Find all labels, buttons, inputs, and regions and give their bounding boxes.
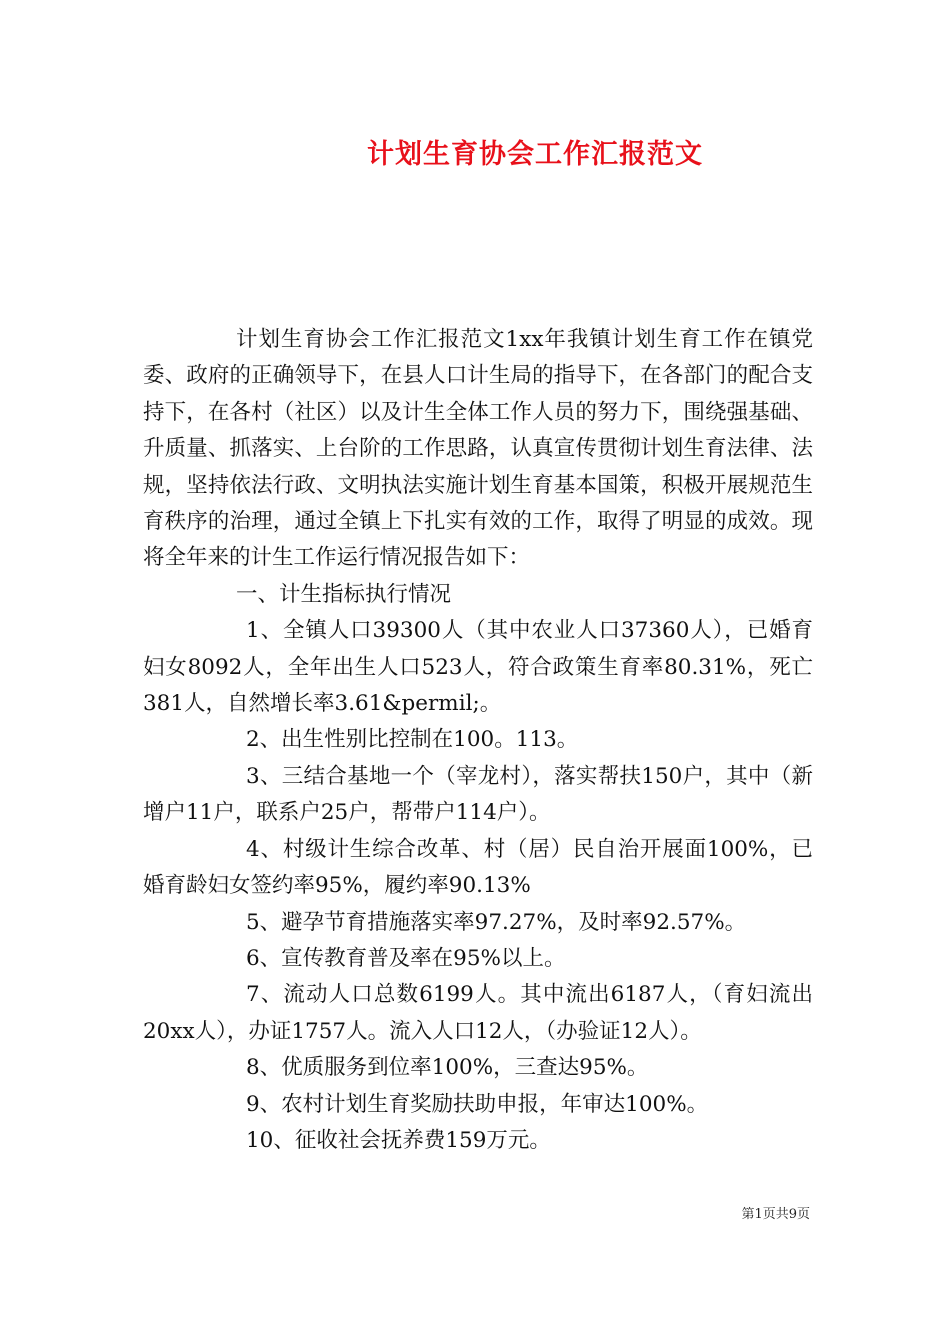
list-item: 7、流动人口总数6199人。其中流出6187人，（育妇流出20xx人），办证1757人。流入人口12人，（办验证12人）。 — [143, 982, 813, 1044]
intro-paragraph: 计划生育协会工作汇报范文1xx年我镇计划生育工作在镇党委、政府的正确领导下，在县人口计生局的指导下，在各部门的配合支持下，在各村（社区）以及计生全体工作人员的努力下，围绕强基础、升质量、抓落实、上台阶的工作思路，认真宣传贯彻计划生育法律、法规，坚持依法行政、文明执法实施计划生育基本国策，积极开展规范生育秩序的治理，通过全镇上下扎实有效的工作，取得了明显的成效。现将全年来的计生工作运行情况报告如下： — [143, 327, 813, 571]
document-body — [143, 322, 813, 1159]
list-item: 1、全镇人口39300人（其中农业人口37360人），已婚育妇女8092人，全年出生人口523人，符合政策生育率80.31%，死亡381人，自然增长率3.61&permil;。 — [143, 618, 813, 717]
section-heading: 一、计生指标执行情况 — [236, 581, 452, 607]
list-item: 10、征收社会抚养费159万元。 — [246, 1127, 551, 1153]
list-item: 2、出生性别比控制在100。113。 — [246, 727, 579, 753]
list-item: 4、村级计生综合改革、村（居）民自治开展面100%，已婚育龄妇女签约率95%，履约率90.13% — [143, 836, 813, 899]
list-item: 5、避孕节育措施落实率97.27%，及时率92.57%。 — [246, 909, 747, 935]
list-item: 8、优质服务到位率100%，三查达95%。 — [246, 1055, 649, 1081]
list-item: 6、宣传教育普及率在95%以上。 — [246, 945, 566, 971]
page-number: 第1页共9页 — [741, 1207, 810, 1222]
list-item: 9、农村计划生育奖励扶助申报，年审达100%。 — [246, 1091, 709, 1117]
list-item: 3、三结合基地一个（宰龙村），落实帮扶150户，其中（新增户11户，联系户25户，帮带户114户）。 — [143, 763, 813, 826]
document-title: 计划生育协会工作汇报范文 — [367, 139, 703, 170]
